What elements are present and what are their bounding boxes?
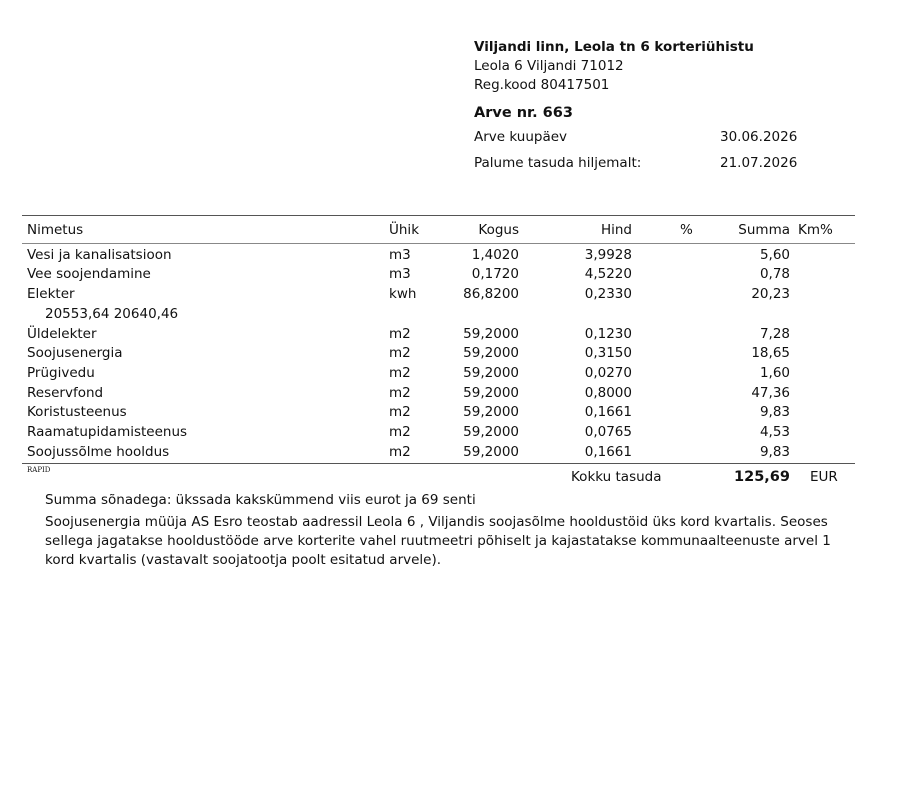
row-name: Soojussõlme hooldus xyxy=(27,444,170,460)
row-unit: m2 xyxy=(389,444,411,460)
table-bottom-rule xyxy=(22,463,855,464)
row-quantity: 1,4020 xyxy=(471,247,519,263)
rapid-mark: RAPID xyxy=(27,466,51,474)
total-label: Kokku tasuda xyxy=(571,469,662,485)
due-date-value: 21.07.2026 xyxy=(720,155,798,171)
due-date-label: Palume tasuda hiljemalt: xyxy=(474,155,642,171)
row-sum: 1,60 xyxy=(759,365,790,381)
row-quantity: 59,2000 xyxy=(463,326,519,342)
row-sum: 20,23 xyxy=(751,286,790,302)
total-currency: EUR xyxy=(810,469,838,485)
row-name: Vesi ja kanalisatsioon xyxy=(27,247,172,263)
col-header-percent: % xyxy=(680,222,693,238)
row-name: Reservfond xyxy=(27,385,104,401)
table-header-rule xyxy=(22,243,855,244)
row-quantity: 59,2000 xyxy=(463,404,519,420)
row-unit: m2 xyxy=(389,326,411,342)
row-price: 0,2330 xyxy=(584,286,632,302)
row-sum: 18,65 xyxy=(751,345,790,361)
row-price: 3,9928 xyxy=(584,247,632,263)
row-price: 4,5220 xyxy=(584,266,632,282)
meter-readings: 20553,64 20640,46 xyxy=(45,306,179,322)
invoice-date-value: 30.06.2026 xyxy=(720,129,798,145)
row-sum: 5,60 xyxy=(759,247,790,263)
invoice-date-label: Arve kuupäev xyxy=(474,129,568,145)
row-unit: kwh xyxy=(389,286,417,302)
total-value: 125,69 xyxy=(734,469,790,485)
company-address: Leola 6 Viljandi 71012 xyxy=(474,58,624,74)
row-name: Elekter xyxy=(27,286,75,302)
row-unit: m3 xyxy=(389,266,411,282)
table-top-rule xyxy=(22,215,855,216)
row-name: Üldelekter xyxy=(27,326,97,342)
row-price: 0,3150 xyxy=(584,345,632,361)
row-price: 0,1230 xyxy=(584,326,632,342)
row-unit: m2 xyxy=(389,424,411,440)
row-name: Vee soojendamine xyxy=(27,266,151,282)
row-price: 0,1661 xyxy=(584,444,632,460)
invoice-title: Arve nr. 663 xyxy=(474,105,573,121)
col-header-sum: Summa xyxy=(738,222,790,238)
row-quantity: 59,2000 xyxy=(463,444,519,460)
col-header-name: Nimetus xyxy=(27,222,84,238)
row-quantity: 86,8200 xyxy=(463,286,519,302)
row-unit: m2 xyxy=(389,365,411,381)
row-sum: 7,28 xyxy=(759,326,790,342)
row-unit: m2 xyxy=(389,345,411,361)
row-name: Koristusteenus xyxy=(27,404,127,420)
company-name: Viljandi linn, Leola tn 6 korteriühistu xyxy=(474,39,754,55)
row-price: 0,0765 xyxy=(584,424,632,440)
row-quantity: 0,1720 xyxy=(471,266,519,282)
amount-in-words: Summa sõnadega: ükssada kakskümmend viis eurot ja 69 senti xyxy=(45,492,476,508)
row-unit: m3 xyxy=(389,247,411,263)
col-header-price: Hind xyxy=(600,222,632,238)
row-quantity: 59,2000 xyxy=(463,345,519,361)
row-price: 0,0270 xyxy=(584,365,632,381)
row-name: Prügivedu xyxy=(27,365,95,381)
row-sum: 9,83 xyxy=(759,444,790,460)
row-price: 0,1661 xyxy=(584,404,632,420)
heat-maintenance-note: Soojusenergia müüja AS Esro teostab aadressil Leola 6 , Viljandis soojasõlme hooldustöid üks kord kvartalis. Seoses sellega jagatakse hooldustööde arve korterite vahel ruutmeetri põhiselt ja kajastatakse kommunaalteenuste arvel 1 kord kvartalis (vastavalt soojatootja poolt esitatud arvele). xyxy=(45,514,831,568)
row-price: 0,8000 xyxy=(584,385,632,401)
col-header-vat: Km% xyxy=(798,222,833,238)
company-regcode: Reg.kood 80417501 xyxy=(474,77,610,93)
row-name: Soojusenergia xyxy=(27,345,123,361)
row-sum: 4,53 xyxy=(759,424,790,440)
row-unit: m2 xyxy=(389,404,411,420)
col-header-quantity: Kogus xyxy=(478,222,519,238)
row-quantity: 59,2000 xyxy=(463,385,519,401)
row-unit: m2 xyxy=(389,385,411,401)
row-quantity: 59,2000 xyxy=(463,365,519,381)
row-name: Raamatupidamisteenus xyxy=(27,424,188,440)
row-quantity: 59,2000 xyxy=(463,424,519,440)
row-sum: 9,83 xyxy=(759,404,790,420)
row-sum: 47,36 xyxy=(751,385,790,401)
row-sum: 0,78 xyxy=(759,266,790,282)
col-header-unit: Ühik xyxy=(389,222,420,238)
